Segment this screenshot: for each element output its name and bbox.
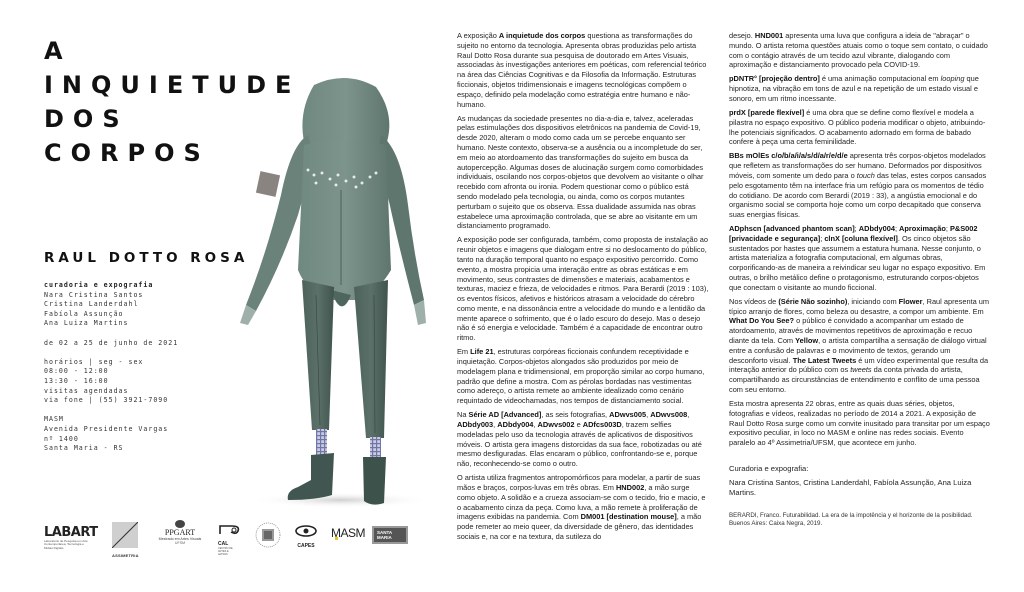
paragraph-text: apresenta três corpos-objetos modelados que refletem as transformações do ser humano. Deformados por dispositivos móveis, com somente um dedo para o [729, 151, 986, 180]
body-paragraph [729, 399, 991, 448]
work-title: clnX [coluna flexível] [824, 233, 898, 243]
title-line: INQUIETUDE [44, 71, 301, 99]
work-title: Yellow [795, 336, 819, 346]
work-title: What Do You See? [729, 316, 795, 326]
body-paragraph [457, 114, 709, 232]
paragraph-text: o público é convidado a acompanhar um estado de atordoamento, através de movimentos repetitivos de aproximação e recuo diante da tela. Com [729, 316, 973, 346]
paragraph-text: Na [457, 410, 469, 420]
paragraph-text: A exposição pode ser configurada, também, como proposta de instalação ao reunir objetos e imagens que dialogam entre si no deslocamento do público, tanto na duração temporal quanto no espaço expositivo percorrido. Como evento, a mostra propicia uma interação entre as obras estáticas e em movimento, seus contrastes de dimensões e materiais, acabamentos e texturas, maciez e frieza, de velocidades e ritmos. Para Berardi (2019 : 103), os eventos físicos, afetivos e históricos atrasam a velocidade do cérebro como mente, e na dissonância entre a velocidade do mundo e a lentidão da mente aparece o sofrimento, que é o lado escuro do desejo. Mas o desejo não é só energia e velocidade. Também é a capacidade de encontrar outro ritmo. [457, 235, 709, 343]
artist-name: RAUL DOTTO ROSA [44, 250, 249, 266]
paragraph-text: , o artista compartilha a sensação de diálogo virtual entre a confusão de palavras e o movimento de textos, gerando um desconforto visual. [729, 336, 987, 365]
work-title: prdX [parede flexível] [729, 107, 805, 117]
paragraph-text: Esta mostra apresenta 22 obras, entre as quais duas séries, objetos, fotografias e vídeos, realizadas no período de 2014 a 2021. A exposição de Raul Dotto Rosa surge como um convite inusitado para transitar por um espaço expositivo peculiar, in loco no MASM e online nas redes sociais. Evento paralelo ao 4º Assimetria/UFSM, que acontece em junho. [729, 399, 990, 448]
figure-hood [302, 78, 389, 150]
paragraph-text: e [574, 420, 583, 430]
work-title: ADwvs008 [650, 410, 688, 420]
emphasis: looping [940, 74, 965, 84]
paragraph-text: ; [854, 224, 859, 234]
figure-right-boot [363, 457, 386, 505]
bibliographic-reference: BERARDI, Franco. Futurabilidad. La era de la impotência y el horizonte de la posibilidad. Buenos Aires: Caixa Negra, 2019. [729, 511, 973, 527]
curator-name: Cristina Landerdahl [44, 300, 139, 309]
hours-line: 13:30 - 16:00 [44, 376, 109, 385]
floor-shadow [251, 492, 431, 508]
masm-logo: MASM [331, 526, 365, 540]
paragraph-text: da conta privada do artista, compartilhando as circunstâncias de entendimento e conflito de uma pessoa com seu entorno. [729, 365, 980, 395]
paragraph-text: , a mão surge como objeto. A solidão e a crueza associam-se com o tecido, frio e macio, e o acabamento cinza da peça. Como luva, a mão remete à proliferação de imagens exibidas na pandemia. Com [457, 483, 706, 522]
sponsor-logos [44, 520, 394, 558]
figure-left-boot [288, 453, 334, 500]
body-paragraph [729, 108, 991, 147]
work-title: P&S002 [privacidade e segurança] [729, 224, 978, 243]
hours-line: visitas agendadas [44, 386, 129, 395]
paragraph-text: ; [894, 224, 900, 234]
paragraph-text: , [533, 420, 538, 430]
work-title: ADbdy003 [457, 420, 494, 430]
paragraph-text: que hipnotiza, na vibração em tons de azul e na repetição de um estado visual e sonoro, em um ritmo incessante. [729, 74, 979, 103]
cal-logo: CAL CENTRO DE ARTES E LETRAS [218, 522, 242, 556]
body-paragraph [729, 74, 991, 103]
paragraph-text: apresenta uma luva que configura a ideia de "abraçar" o mundo. O artista retoma questões atuais como o toque sem contato, o cuidado com o contágio através de um tecido azul vibrante, dialogando com aproximação e distanciamento provocado pela COVID-19. [729, 31, 988, 70]
venue-line: Santa Maria - RS [44, 444, 124, 453]
curator-name: Fabíola Assunção [44, 309, 124, 318]
title-line: DOS [44, 105, 129, 133]
labart-logo: LABART Laboratório de Pesquisa em Arte Contemporânea, Tecnologia e Mídias Digitais [44, 525, 98, 550]
work-title: ADwvs002 [537, 420, 575, 430]
work-title: ADbdy004 [497, 420, 534, 430]
figure-right-sock [370, 437, 381, 459]
figure-torso [298, 140, 391, 300]
curator-name: Nara Cristina Santos [44, 290, 144, 299]
work-title: HND002 [615, 483, 645, 492]
sculpture-figure-image [236, 55, 446, 510]
paragraph-text: . Os cinco objetos são sustentados por hastes que assumem a estatura humana. Nesse conjunto, o artista materializa a fotografia computacional, em algumas obras, corporificando-as de maneira a reivindicar seu lugar no espaço expositivo. Em outras, o brilho metálico define o protagonismo, estruturando corpos-objetos que conectam o visitante ao mundo ficcional. [729, 233, 986, 292]
paragraph-text: , trazem selfies modeladas pelo uso da tecnologia através de aplicativos de dispositivos móveis. O artista gera imagens distorcidas da sua face, robotizadas ou até mesmo desfiguradas. Elas encaram o público, confrontando-se e, porque não, reconhecendo-se como o outro. [457, 420, 702, 469]
work-title: ADwvs005 [609, 410, 647, 420]
paragraph-text: As mudanças da sociedade presentes no dia-a-dia e, talvez, aceleradas pelas estimulações dos dispositivos eletrônicos na pandemia de Covid-19, desde 2020, alteram o modo como cada um se percebe enquanto ser humano. Neste contexto, observa-se a ausência ou a incompletude do ser, em meio ao atordoamento das transformações do sujeito em busca da autopercepção. Algumas doses de alucinação surgem como comorbidades individuais, oscilando nos corpos-objetos que devolvem ao visitante o olhar recebido com afronta ou ironia. Podem questionar como o público está sendo modelado pela tecnologia, ou ainda, como os corpos mutantes perturbam o sujeito que os observa. Essa dualidade assumida nas obras estabelece uma aproximação controlada, que se abre ao visitante em um distanciamento programado. [457, 113, 704, 231]
santa-maria-logo: SANTA MARIA [372, 526, 408, 544]
paragraph-text: ; [820, 233, 825, 243]
title-line: CORPOS [44, 139, 210, 167]
paragraph-text: é uma obra que se define como flexível e modela a pilastra no espaço expositivo. O público poderia modificar o objeto, atribuindo-lhe potenciais significados. O acabamento adornado em forma de babado confere à peça uma certa feminilidade. [729, 107, 986, 147]
work-title: ADfcs003D [582, 420, 622, 430]
body-paragraph [457, 347, 709, 406]
credits-label: Curadoria e expografia: [729, 464, 809, 473]
ppgart-logo: PPGART Mestrado em Artes Visuais UFSM [152, 520, 208, 545]
paragraph-text: , iniciando com [847, 296, 899, 306]
body-paragraph [729, 151, 991, 220]
work-title: (Série Não sozinho) [778, 296, 848, 306]
paragraph-text: Em [457, 347, 471, 357]
body-paragraph [729, 224, 991, 293]
work-title: Aproximação [899, 224, 946, 234]
assimetria-logo: ASSIMETRIA [112, 522, 139, 558]
body-paragraph [729, 297, 991, 395]
paragraph-text: O artista utiliza fragmentos antropomórficos para modelar, a partir de suas mãos e braços, corpos-luvas em três obras. Em [457, 473, 701, 492]
venue-line: Avenida Presidente Vargas [44, 424, 169, 433]
paragraph-text: desejo. [729, 31, 755, 40]
text-column-2 [729, 31, 991, 533]
work-title: Série AD [Advanced] [468, 410, 542, 420]
paragraph-text: questiona as transformações do sujeito no entorno da tecnologia. Apresenta obras produzidas pelo artista Raul Dotto Rosa durante sua pesquisa de doutorado em Artes Visuais, associadas às investigações anteriores em poéticas, com referencial teórico na área das Ciências Cognitivas e da Filosofia da Informação. Estruturas ficcionais, objetos tridimensionais e imagens tecnológicas compõem o espaço, definido pela modelação como estratégia entre humano e não-humano. [457, 31, 707, 109]
work-title: pDNTR° [projeção dentro] [729, 74, 820, 84]
paragraph-text: das telas, estes corpos cansados pelo esgotamento têm na interface fria um refúgio para os momentos de tédio do cotidiano. De acordo com Berardi (2019 : 33), a angústia emocional e do organismo social se comporta hoje como um corpo decapitado que conserva suas energias físicas. [729, 170, 987, 220]
figure-right-leg [354, 280, 388, 438]
credits-names: Nara Cristina Santos, Cristina Landerdahl, Fabíola Assunção, Ana Luiza Martins. [729, 477, 972, 497]
paragraph-text: , as seis fotografias, [541, 410, 610, 420]
arm-patch [256, 171, 280, 197]
work-title: Life 21 [470, 347, 494, 357]
work-title: A inquietude dos corpos [498, 31, 586, 40]
figure-left-sock [316, 429, 327, 456]
hours-line: horários | seg - sex [44, 357, 144, 366]
exhibition-dates: de 02 a 25 de junho de 2021 [44, 338, 179, 347]
work-title: ADphscn [advanced phantom scan] [729, 224, 855, 234]
paragraph-text: , [687, 410, 690, 420]
paragraph-text: , [646, 410, 651, 420]
venue-line: MASM [44, 415, 64, 424]
exhibition-info [44, 281, 178, 454]
work-title: HND001 [754, 31, 784, 40]
paragraph-text: , estruturas corpóreas ficcionais confundem receptividade e inquietação. Corpos-objetos alongados são produzidos por meio de modelagem plana e tridimensional, em proporção similar ao corpo humano, padrão que define a mostra. Com as pérolas bordadas nas vestimentas como adereço, o artista remete ao ambiente idealizado como cenário requintado de videochamadas, nos tempos de distanciamento social. [457, 347, 705, 406]
paragraph-text: é um vídeo experimental que resulta da interação anterior do público com os [729, 355, 989, 375]
ufsm-logo [255, 522, 281, 555]
emphasis: tweets [850, 365, 872, 375]
venue-line: nº 1400 [44, 434, 79, 443]
body-paragraph [457, 235, 709, 343]
body-paragraph [457, 473, 709, 542]
capes-logo: CAPES [292, 524, 320, 549]
paragraph-text: , Raul apresenta um típico arranjo de flores, como beleza ou desastre, a compor um ambiente. Em [729, 296, 990, 316]
paragraph-text: é uma animação computacional em [819, 74, 941, 84]
text-column-1 [457, 31, 709, 546]
body-paragraph [457, 410, 709, 469]
paragraph-text: , [493, 420, 498, 430]
work-title: The Latest Tweets [792, 355, 857, 365]
paragraph-text: ; [945, 224, 950, 234]
work-title: Flower [898, 296, 923, 306]
paragraph-text: A exposição [457, 31, 499, 40]
work-title: ADbdy004 [858, 224, 895, 234]
paragraph-text: Nos vídeos de [729, 296, 779, 306]
body-paragraph [457, 31, 709, 109]
work-title: BBs mOlEs c/o/b/a/i/a/s/d/a/r/e/d/e [729, 151, 848, 161]
paragraph-text: , a mão pode remeter ao meio queer, da diversidade de gênero, das identidades sociais e, na cor e na textura, da sutileza do [457, 512, 702, 541]
phone-line: via fone | (55) 3921-7090 [44, 396, 169, 405]
work-title: DM001 [destination mouse] [580, 512, 677, 522]
curator-name: Ana Luiza Martins [44, 319, 129, 328]
curation-label: curadoria e expografia [44, 281, 154, 289]
title-line: A [44, 37, 72, 65]
hours-line: 08:00 - 12:00 [44, 367, 109, 376]
emphasis: touch [856, 170, 875, 180]
body-paragraph [729, 31, 991, 70]
